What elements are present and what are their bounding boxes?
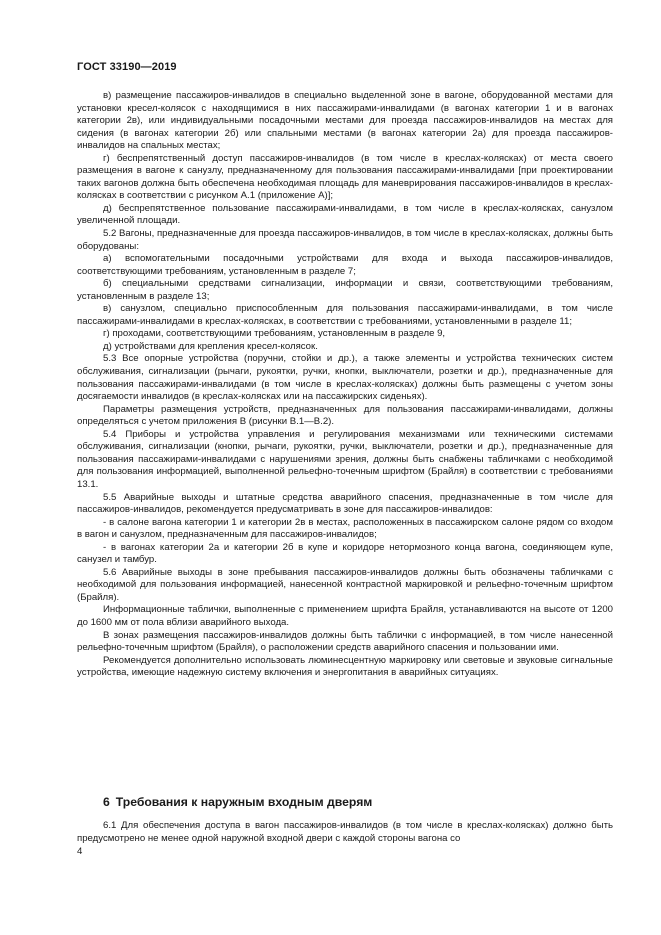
paragraph-5-1-d: д) беспрепятственное пользование пассажирами-инвалидами, в том числе в креслах-колясках, санузлом увеличенной площади. <box>77 202 613 227</box>
paragraph-5-2: 5.2 Вагоны, предназначенные для проезда пассажиров-инвалидов, в том числе в креслах-колясках, должны быть оборудованы: <box>77 228 613 252</box>
paragraph-5-5: 5.5 Аварийные выходы и штатные средства аварийного спасения, предназначенные в том числе для пассажиров-инвалидов, рекомендуется предусматривать в зоне для пассажиров-инвалидов: <box>77 491 613 516</box>
paragraph-5-1-v: в) размещение пассажиров-инвалидов в специально выделенной зоне в вагоне, оборудованной местами для установки кресел-колясок с находящимися в них пассажирами-инвалидами (в вагонах категории 1 и в вагонах категории 2в), или индивидуальными посадочными местами для проезда пассажиров-инвалидов на местах для сидения (в вагонах категории 2б) или спальными местами (в вагонах категории 2а) для проезда пассажиров-инвалидов на спальных местах; <box>77 90 613 152</box>
paragraph-5-6: 5.6 Аварийные выходы в зоне пребывания пассажиров-инвалидов должны быть обозначены табличками с необходимой для пользования информацией, нанесенной контрастной маркировкой и рельефно-точечным шрифтом (Брайля). <box>77 566 613 603</box>
paragraph-5-1-g: г) беспрепятственный доступ пассажиров-инвалидов (в том числе в креслах-колясках) от места своего размещения в вагоне к санузлу, предназначенному для пользования пассажирами-инвалидами [при проектировании таких вагонов должна быть обеспечена необходимая площадь для маневрирования пассажиров-инвалидов в креслах-колясках в соответствии с рисунком А.1 (приложение А)]; <box>77 152 613 202</box>
paragraph-5-5-item-2: - в вагонах категории 2а и категории 2б в купе и коридоре нетормозного конца вагона, соединяющем купе, санузел и тамбур. <box>77 541 613 566</box>
section-heading <box>103 795 372 809</box>
page-number: 4 <box>77 846 83 857</box>
paragraph-5-6-recommend: Рекомендуется дополнительно использовать люминесцентную маркировку или световые и звуковые сигнальные устройства, имеющие надежную систему включения и энергопитания в аварийных ситуациях. <box>77 654 613 679</box>
paragraph-5-2-a: а) вспомогательными посадочными устройствами для входа и выхода пассажиров-инвалидов, соответствующими требованиям, установленным в разделе 7; <box>77 253 613 277</box>
paragraph-5-2-v: в) санузлом, специально приспособленным для пользования пассажирами-инвалидами, в том числе пассажирами-инвалидами в креслах-колясках, в соответствии с требованиями, установленными в разделе 11; <box>77 303 613 327</box>
document-header: ГОСТ 33190—2019 <box>77 61 177 73</box>
section-body <box>77 820 613 845</box>
document-body <box>77 90 613 680</box>
paragraph-5-3: 5.3 Все опорные устройства (поручни, стойки и др.), а также элементы и устройства технических систем обслуживания, сигнализации (рычаги, рукоятки, ручки, кнопки, выключатели, розетки и др.), предназначенные для пользования пассажирами-инвалидами (в том числе в креслах-колясках) должны быть размещены с учетом зоны досягаемости инвалидов (в креслах-колясках или на пассажирских сиденьях). <box>77 353 613 403</box>
paragraph-5-6-zones: В зонах размещения пассажиров-инвалидов должны быть таблички с информацией, в том числе нанесенной рельефно-точечным шрифтом (Брайля), о расположении средств аварийного спасения и пользовании ими. <box>77 629 613 654</box>
paragraph-5-3-params: Параметры размещения устройств, предназначенных для пользования пассажирами-инвалидами, должны определяться с учетом приложения В (рисунки В.1—В.2). <box>77 403 613 428</box>
section-title: Требования к наружным входным дверям <box>115 795 373 809</box>
paragraph-6-1: 6.1 Для обеспечения доступа в вагон пассажиров-инвалидов (в том числе в креслах-колясках) должно быть предусмотрено не менее одной наружной входной двери с каждой стороны вагона со <box>77 820 613 844</box>
section-number: 6 <box>103 795 110 809</box>
paragraph-5-4: 5.4 Приборы и устройства управления и регулирования механизмами или техническими системами обслуживания, сигнализации (кнопки, рычаги, рукоятки, ручки, выключатели, розетки и др.), предназначенные для пользования пассажирами-инвалидами с нарушениями зрения, должны быть снабжены табличками с необходимой для пользования информацией, выполненной рельефно-точечным шрифтом (Брайля) в соответствии с требованиями 13.1. <box>77 428 613 490</box>
paragraph-5-5-item-1: - в салоне вагона категории 1 и категории 2в в местах, расположенных в пассажирском салоне рядом со входом в вагон и санузлом, предназначенным для пассажиров-инвалидов; <box>77 516 613 541</box>
paragraph-5-2-d: д) устройствами для крепления кресел-колясок. <box>103 340 318 352</box>
paragraph-5-2-b: б) специальными средствами сигнализации, информации и связи, соответствующими требованиям, установленным в разделе 13; <box>77 278 613 302</box>
paragraph-5-6-braille: Информационные таблички, выполненные с применением шрифта Брайля, устанавливаются на высоте от 1200 до 1600 мм от пола вблизи аварийного выхода. <box>77 604 613 628</box>
paragraph-5-2-g: г) проходами, соответствующими требованиям, установленным в разделе 9, <box>103 328 446 340</box>
